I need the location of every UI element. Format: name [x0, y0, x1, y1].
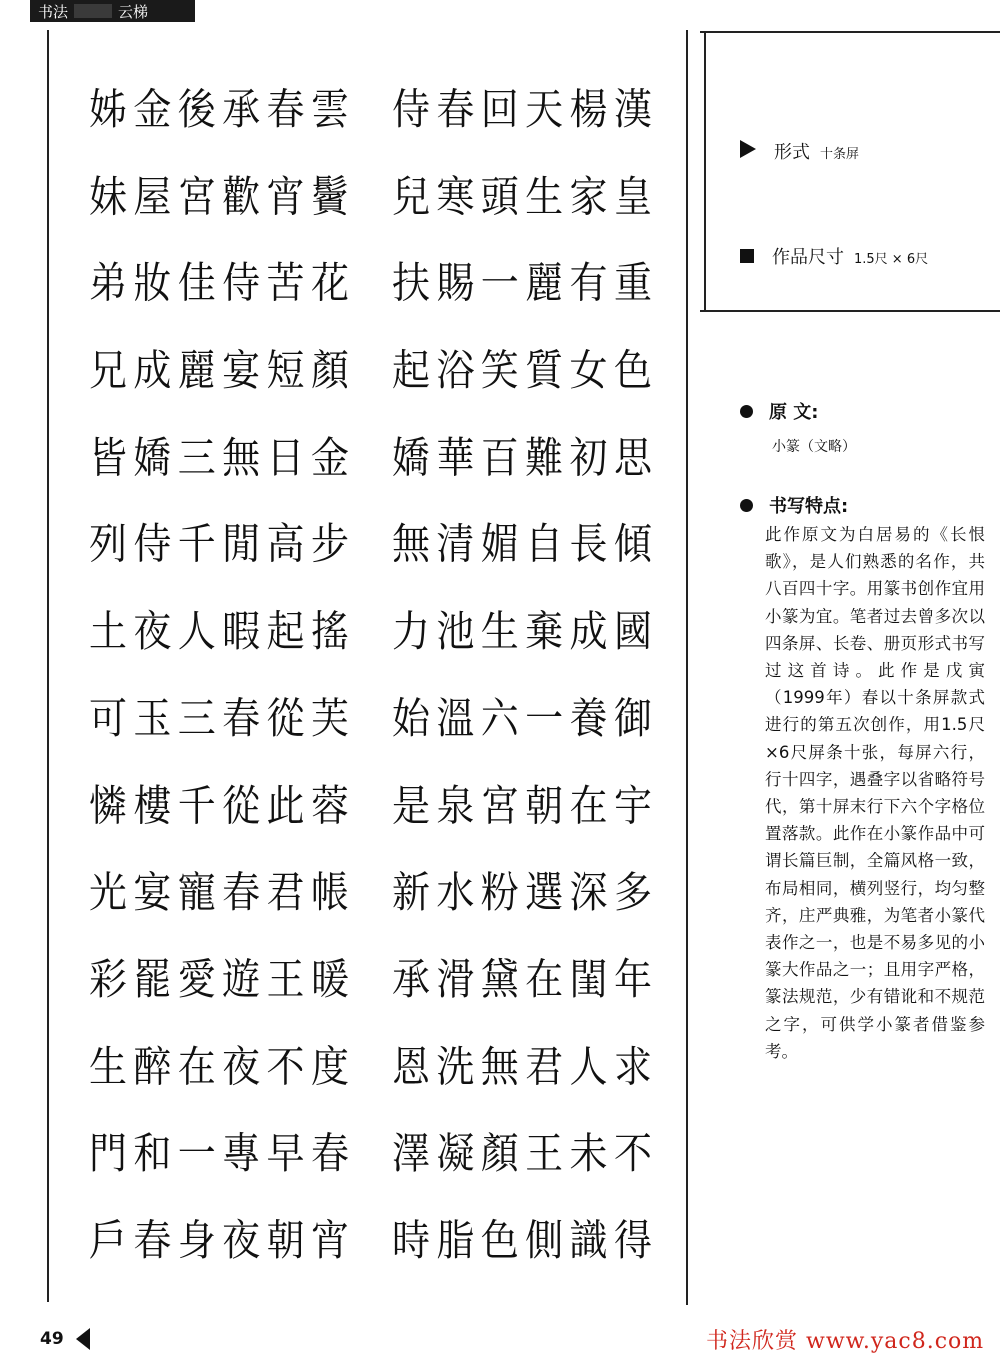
- calligraphy-char: 蓉: [310, 780, 349, 831]
- calligraphy-char: 閨: [569, 954, 608, 1005]
- calligraphy-char: 無: [391, 519, 430, 570]
- calligraphy-char: 女: [569, 345, 608, 396]
- square-bullet-icon: [740, 249, 754, 263]
- calligraphy-char: 宮: [480, 780, 519, 831]
- calligraphy-char: 嬌: [391, 432, 430, 483]
- calligraphy-char: 花: [310, 258, 349, 309]
- calligraphy-column: [391, 84, 431, 1266]
- calligraphy-char: 高: [266, 519, 305, 570]
- calligraphy-char: 妹: [88, 171, 127, 222]
- header-left: 书法: [38, 2, 69, 21]
- calligraphy-char: 選: [525, 867, 564, 918]
- calligraphy-char: 夜: [222, 1215, 261, 1266]
- calligraphy-char: 土: [88, 606, 127, 657]
- form-row: [740, 138, 859, 164]
- calligraphy-char: 朝: [525, 780, 564, 831]
- calligraphy-column: [480, 84, 520, 1266]
- calligraphy-char: 搖: [310, 606, 349, 657]
- calligraphy-artwork: [88, 84, 653, 1266]
- original-script: 小篆（文略）: [772, 439, 856, 455]
- dot-bullet-icon: [740, 405, 753, 418]
- calligraphy-char: 長: [569, 519, 608, 570]
- calligraphy-char: 寵: [177, 867, 216, 918]
- calligraphy-char: 閒: [222, 519, 261, 570]
- calligraphy-char: 清: [436, 519, 475, 570]
- calligraphy-char: 起: [266, 606, 305, 657]
- calligraphy-char: 深: [569, 867, 608, 918]
- calligraphy-char: 光: [88, 867, 127, 918]
- calligraphy-char: 彩: [88, 954, 127, 1005]
- calligraphy-char: 六: [480, 693, 519, 744]
- calligraphy-left-half: [88, 84, 350, 1266]
- calligraphy-char: 人: [569, 1041, 608, 1092]
- calligraphy-char: 人: [177, 606, 216, 657]
- page-number-text: 49: [40, 1329, 64, 1349]
- left-rule: [47, 30, 49, 1302]
- calligraphy-char: 兄: [88, 345, 127, 396]
- calligraphy-char: 宇: [613, 780, 652, 831]
- calligraphy-char: 是: [391, 780, 430, 831]
- calligraphy-char: 生: [525, 171, 564, 222]
- calligraphy-column: [221, 84, 261, 1266]
- calligraphy-char: 春: [436, 84, 475, 135]
- calligraphy-char: 金: [133, 84, 172, 135]
- calligraphy-char: 君: [266, 867, 305, 918]
- calligraphy-char: 身: [177, 1215, 216, 1266]
- calligraphy-char: 生: [88, 1041, 127, 1092]
- calligraphy-char: 憐: [88, 780, 127, 831]
- calligraphy-char: 早: [266, 1128, 305, 1179]
- calligraphy-char: 雲: [310, 84, 349, 135]
- calligraphy-char: 百: [480, 432, 519, 483]
- calligraphy-char: 識: [569, 1215, 608, 1266]
- calligraphy-char: 有: [569, 258, 608, 309]
- size-label: 作品尺寸: [772, 247, 844, 268]
- calligraphy-char: 初: [569, 432, 608, 483]
- calligraphy-char: 歡: [222, 171, 261, 222]
- calligraphy-char: 戶: [88, 1215, 127, 1266]
- calligraphy-char: 泉: [436, 780, 475, 831]
- calligraphy-char: 三: [177, 432, 216, 483]
- calligraphy-char: 從: [222, 780, 261, 831]
- calligraphy-char: 脂: [436, 1215, 475, 1266]
- calligraphy-char: 寒: [436, 171, 475, 222]
- calligraphy-char: 起: [391, 345, 430, 396]
- calligraphy-column: [310, 84, 350, 1266]
- calligraphy-char: 在: [177, 1041, 216, 1092]
- calligraphy-char: 無: [480, 1041, 519, 1092]
- calligraphy-char: 遊: [222, 954, 261, 1005]
- calligraphy-char: 侍: [133, 519, 172, 570]
- calligraphy-char: 天: [525, 84, 564, 135]
- calligraphy-char: 玉: [133, 693, 172, 744]
- header-right: 云梯: [118, 2, 149, 21]
- calligraphy-column: [435, 84, 475, 1266]
- calligraphy-char: 夜: [133, 606, 172, 657]
- calligraphy-column: [132, 84, 172, 1266]
- calligraphy-char: 得: [613, 1215, 652, 1266]
- calligraphy-char: 媚: [480, 519, 519, 570]
- calligraphy-char: 列: [88, 519, 127, 570]
- calligraphy-char: 宴: [222, 345, 261, 396]
- calligraphy-char: 可: [88, 693, 127, 744]
- form-value: 十条屏: [820, 147, 860, 162]
- calligraphy-char: 妝: [133, 258, 172, 309]
- original-label: 原 文:: [769, 402, 819, 423]
- calligraphy-char: 春: [222, 693, 261, 744]
- calligraphy-char: 金: [310, 432, 349, 483]
- info-box-rule: [704, 31, 706, 312]
- calligraphy-char: 春: [133, 1215, 172, 1266]
- info-middle-rule: [700, 310, 1000, 312]
- features-heading: [740, 492, 848, 518]
- original-heading: [740, 398, 818, 424]
- calligraphy-char: 後: [177, 84, 216, 135]
- calligraphy-char: 養: [569, 693, 608, 744]
- calligraphy-char: 鬢: [310, 171, 349, 222]
- size-row: [740, 243, 928, 269]
- size-value: 1.5尺 × 6尺: [854, 252, 929, 267]
- calligraphy-column: [88, 84, 128, 1266]
- calligraphy-char: 朝: [266, 1215, 305, 1266]
- calligraphy-char: 色: [613, 345, 652, 396]
- calligraphy-char: 棄: [525, 606, 564, 657]
- calligraphy-char: 專: [222, 1128, 261, 1179]
- calligraphy-char: 池: [436, 606, 475, 657]
- calligraphy-char: 家: [569, 171, 608, 222]
- calligraphy-char: 成: [569, 606, 608, 657]
- calligraphy-char: 生: [480, 606, 519, 657]
- calligraphy-char: 年: [613, 954, 652, 1005]
- calligraphy-char: 春: [266, 84, 305, 135]
- calligraphy-char: 不: [266, 1041, 305, 1092]
- calligraphy-char: 承: [222, 84, 261, 135]
- calligraphy-char: 始: [391, 693, 430, 744]
- calligraphy-char: 嬌: [133, 432, 172, 483]
- calligraphy-char: 滑: [436, 954, 475, 1005]
- calligraphy-char: 顏: [310, 345, 349, 396]
- calligraphy-char: 君: [525, 1041, 564, 1092]
- calligraphy-char: 時: [391, 1215, 430, 1266]
- calligraphy-char: 一: [480, 258, 519, 309]
- calligraphy-char: 愛: [177, 954, 216, 1005]
- calligraphy-char: 夜: [222, 1041, 261, 1092]
- calligraphy-char: 扶: [391, 258, 430, 309]
- header-gap: [74, 4, 112, 18]
- calligraphy-char: 重: [613, 258, 652, 309]
- calligraphy-char: 傾: [613, 519, 652, 570]
- calligraphy-char: 宵: [310, 1215, 349, 1266]
- calligraphy-char: 浴: [436, 345, 475, 396]
- calligraphy-char: 春: [222, 867, 261, 918]
- calligraphy-char: 回: [480, 84, 519, 135]
- calligraphy-char: 王: [266, 954, 305, 1005]
- calligraphy-char: 步: [310, 519, 349, 570]
- calligraphy-char: 國: [613, 606, 652, 657]
- calligraphy-char: 樓: [133, 780, 172, 831]
- calligraphy-char: 姊: [88, 84, 127, 135]
- calligraphy-char: 一: [525, 693, 564, 744]
- calligraphy-char: 難: [525, 432, 564, 483]
- calligraphy-char: 自: [525, 519, 564, 570]
- calligraphy-char: 三: [177, 693, 216, 744]
- calligraphy-char: 侍: [222, 258, 261, 309]
- features-text: 此作原文为白居易的《长恨歌》，是人们熟悉的名作，共八百四十字。用篆书创作宜用小篆为宜。笔者过去曾多次以四条屏、长卷、册页形式书写过这首诗。此作是戊寅（1999年）春以十条屏款式进行的第五次创作，用1.5尺×6尺屏条十张，每屏六行，行十四字，遇叠字以省略符号代，第十屏末行下六个字格位置落款。此作在小篆作品中可谓长篇巨制，全篇风格一致，布局相同，横列竖行，均匀整齐，庄严典雅，为笔者小篆代表作之一，也是不易多见的小篆大作品之一；且用字严格，篆法规范，少有错讹和不规范之字，可供学小篆者借鉴参考。: [765, 525, 985, 1061]
- form-label: 形式: [774, 142, 810, 163]
- calligraphy-char: 麗: [177, 345, 216, 396]
- calligraphy-column: [266, 84, 306, 1266]
- calligraphy-char: 力: [391, 606, 430, 657]
- calligraphy-char: 侍: [391, 84, 430, 135]
- calligraphy-char: 側: [525, 1215, 564, 1266]
- calligraphy-char: 黛: [480, 954, 519, 1005]
- calligraphy-char: 此: [266, 780, 305, 831]
- calligraphy-char: 宵: [266, 171, 305, 222]
- back-arrow-icon: [76, 1328, 90, 1350]
- calligraphy-char: 皇: [613, 171, 652, 222]
- calligraphy-char: 醉: [133, 1041, 172, 1092]
- middle-rule: [686, 30, 688, 1305]
- calligraphy-column: [524, 84, 564, 1266]
- calligraphy-char: 新: [391, 867, 430, 918]
- calligraphy-char: 罷: [133, 954, 172, 1005]
- calligraphy-char: 笑: [480, 345, 519, 396]
- calligraphy-char: 短: [266, 345, 305, 396]
- calligraphy-char: 帳: [310, 867, 349, 918]
- calligraphy-char: 千: [177, 519, 216, 570]
- calligraphy-char: 溫: [436, 693, 475, 744]
- calligraphy-char: 凝: [436, 1128, 475, 1179]
- calligraphy-char: 苦: [266, 258, 305, 309]
- calligraphy-char: 成: [133, 345, 172, 396]
- calligraphy-char: 質: [525, 345, 564, 396]
- calligraphy-char: 粉: [480, 867, 519, 918]
- calligraphy-char: 頭: [480, 171, 519, 222]
- calligraphy-char: 賜: [436, 258, 475, 309]
- calligraphy-char: 在: [569, 780, 608, 831]
- calligraphy-char: 日: [266, 432, 305, 483]
- calligraphy-char: 漢: [613, 84, 652, 135]
- calligraphy-char: 和: [133, 1128, 172, 1179]
- calligraphy-char: 暇: [222, 606, 261, 657]
- calligraphy-right-half: [391, 84, 653, 1266]
- calligraphy-char: 思: [613, 432, 652, 483]
- calligraphy-char: 洗: [436, 1041, 475, 1092]
- calligraphy-char: 芙: [310, 693, 349, 744]
- calligraphy-char: 求: [613, 1041, 652, 1092]
- calligraphy-char: 色: [480, 1215, 519, 1266]
- calligraphy-char: 一: [177, 1128, 216, 1179]
- calligraphy-char: 兒: [391, 171, 430, 222]
- dot-bullet-icon: [740, 499, 753, 512]
- calligraphy-char: 水: [436, 867, 475, 918]
- calligraphy-column: [613, 84, 653, 1266]
- watermark: 书法欣赏 www.yac8.com: [706, 1329, 985, 1354]
- calligraphy-char: 恩: [391, 1041, 430, 1092]
- calligraphy-char: 宴: [133, 867, 172, 918]
- calligraphy-char: 弟: [88, 258, 127, 309]
- calligraphy-char: 無: [222, 432, 261, 483]
- calligraphy-column: [569, 84, 609, 1266]
- calligraphy-char: 千: [177, 780, 216, 831]
- calligraphy-char: 春: [310, 1128, 349, 1179]
- calligraphy-char: 在: [525, 954, 564, 1005]
- triangle-bullet-icon: [740, 140, 756, 158]
- page-number: [40, 1328, 90, 1350]
- calligraphy-char: 華: [436, 432, 475, 483]
- calligraphy-column: [177, 84, 217, 1266]
- calligraphy-char: 暖: [310, 954, 349, 1005]
- calligraphy-char: 御: [613, 693, 652, 744]
- calligraphy-char: 澤: [391, 1128, 430, 1179]
- calligraphy-char: 度: [310, 1041, 349, 1092]
- calligraphy-char: 麗: [525, 258, 564, 309]
- header-bar: [30, 0, 195, 22]
- calligraphy-char: 顏: [480, 1128, 519, 1179]
- calligraphy-char: 未: [569, 1128, 608, 1179]
- info-top-rule: [700, 31, 1000, 33]
- calligraphy-char: 屋: [133, 171, 172, 222]
- features-label: 书写特点:: [769, 496, 849, 517]
- calligraphy-char: 楊: [569, 84, 608, 135]
- calligraphy-char: 門: [88, 1128, 127, 1179]
- calligraphy-char: 王: [525, 1128, 564, 1179]
- calligraphy-char: 佳: [177, 258, 216, 309]
- calligraphy-char: 宮: [177, 171, 216, 222]
- calligraphy-char: 不: [613, 1128, 652, 1179]
- calligraphy-char: 從: [266, 693, 305, 744]
- calligraphy-char: 多: [613, 867, 652, 918]
- calligraphy-char: 承: [391, 954, 430, 1005]
- calligraphy-char: 皆: [88, 432, 127, 483]
